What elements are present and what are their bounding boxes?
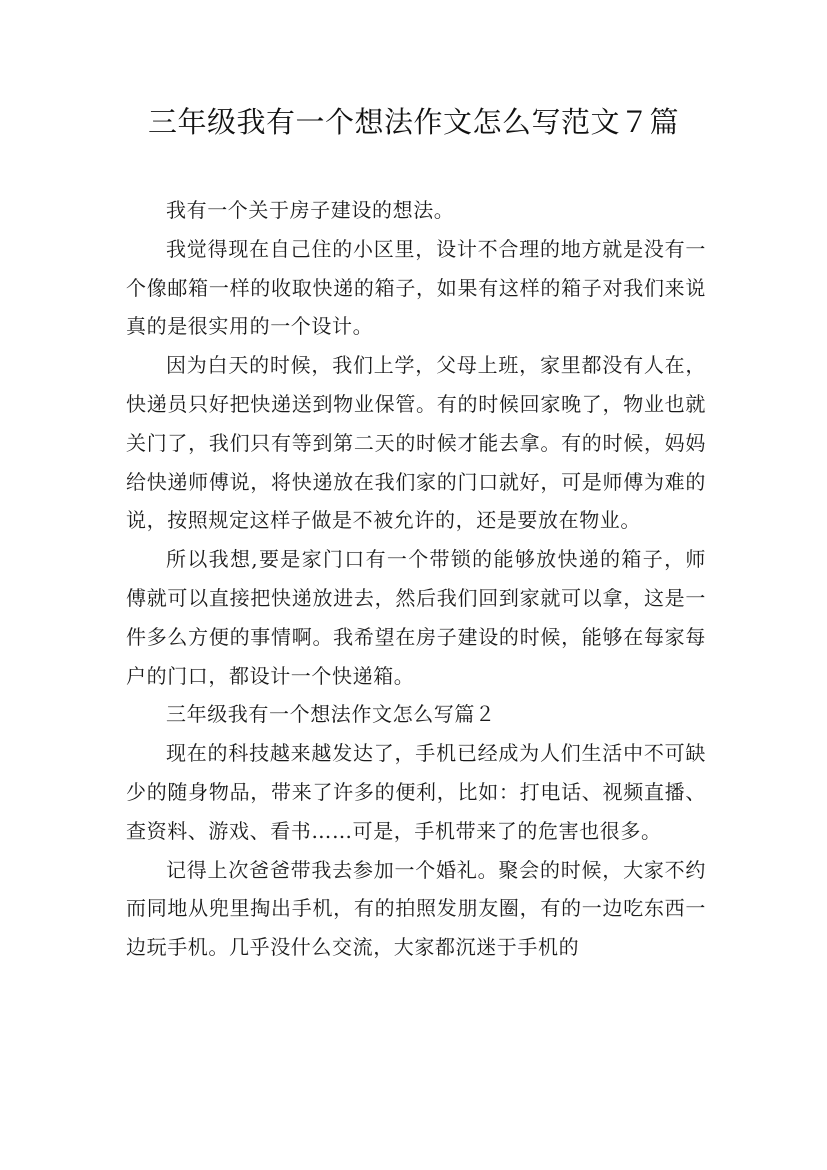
document-body: [126, 191, 706, 967]
paragraph-1: 我有一个关于房子建设的想法。: [166, 198, 455, 222]
paragraph-2: 我觉得现在自己住的小区里，设计不合理的地方就是没有一个像邮箱一样的收取快递的箱子，如果有这样的箱子对我们来说真的是很实用的一个设计。: [126, 236, 706, 339]
paragraph-4: 所以我想,要是家门口有一个带锁的能够放快递的箱子，师傅就可以直接把快递放进去，然后我们回到家就可以拿，这是一件多么方便的事情啊。我希望在房子建设的时候，能够在每家每户的门口，都设计一个快递箱。: [126, 547, 706, 688]
paragraph-3: 因为白天的时候，我们上学，父母上班，家里都没有人在，快递员只好把快递送到物业保管。有的时候回家晚了，物业也就关门了，我们只有等到第二天的时候才能去拿。有的时候，妈妈给快递师傅说，将快递放在我们家的门口就好，可是师傅为难的说，按照规定这样子做是不被允许的，还是要放在物业。: [126, 353, 706, 533]
paragraph-6: 记得上次爸爸带我去参加一个婚礼。聚会的时候，大家不约而同地从兜里掏出手机，有的拍照发朋友圈，有的一边吃东西一边玩手机。几乎没什么交流，大家都沉迷于手机的: [126, 857, 706, 960]
section-heading-2: 三年级我有一个想法作文怎么写篇２: [166, 702, 496, 727]
paragraph-5: 现在的科技越来越发达了，手机已经成为人们生活中不可缺少的随身物品，带来了许多的便利，比如：打电话、视频直播、查资料、游戏、看书……可是，手机带来了的危害也很多。: [126, 741, 706, 843]
document-title: 三年级我有一个想法作文怎么写范文７篇: [147, 105, 679, 139]
